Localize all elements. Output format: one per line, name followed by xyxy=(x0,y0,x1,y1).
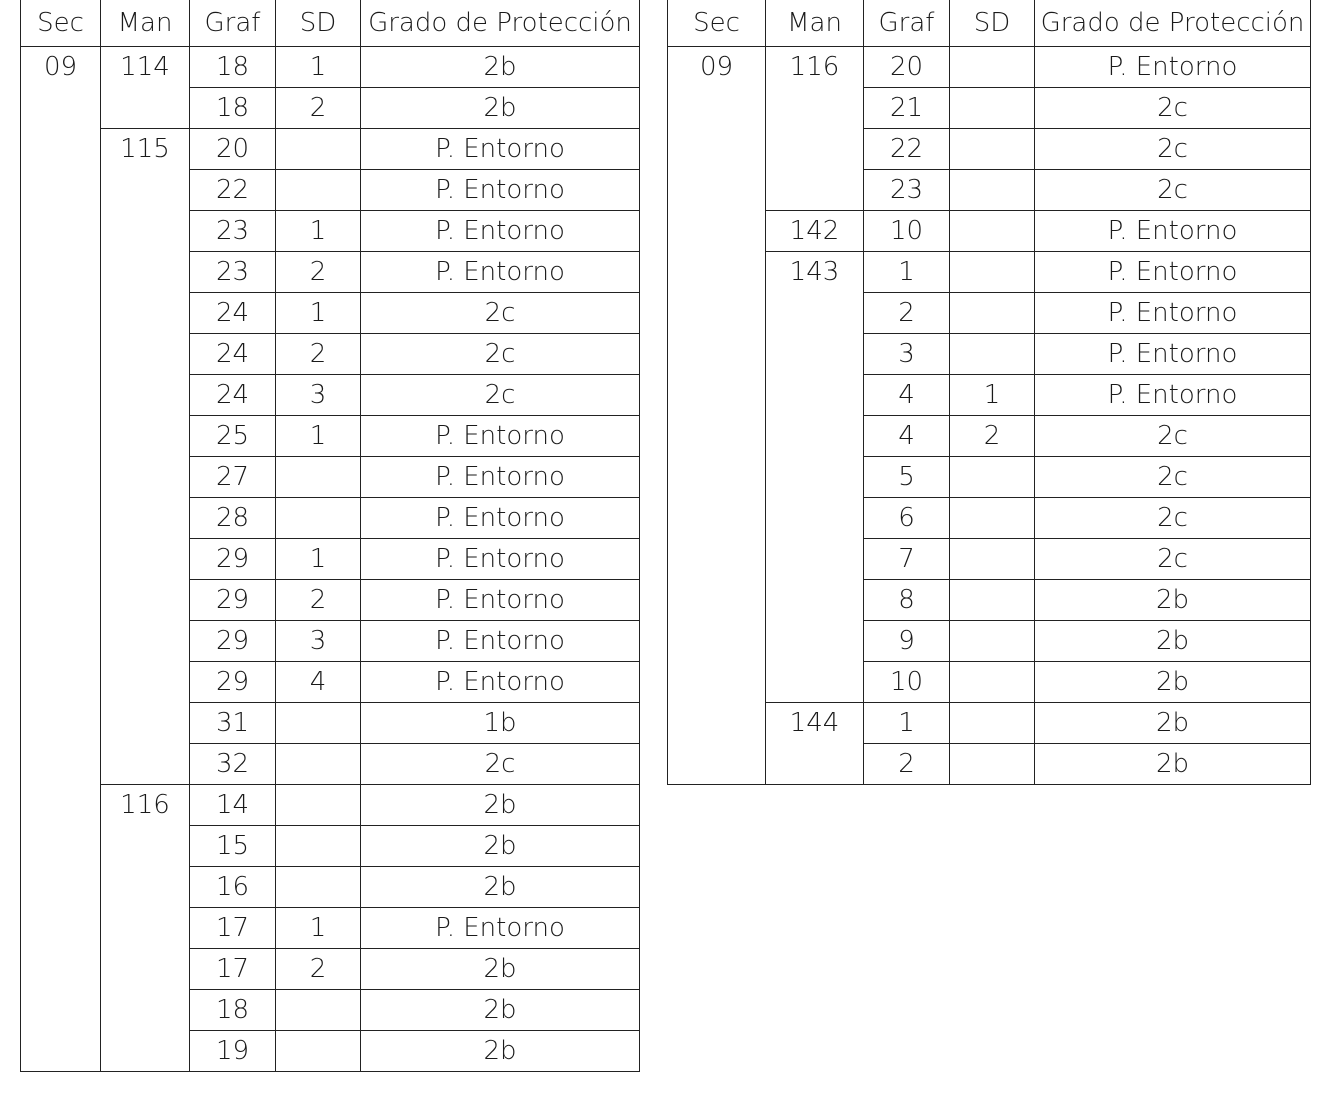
table-row xyxy=(21,949,640,990)
sd-cell: 1 xyxy=(950,375,1035,416)
graf-cell: 23 xyxy=(190,211,276,252)
sec-cell xyxy=(668,744,766,785)
sec-cell xyxy=(21,1031,101,1072)
graf-cell: 5 xyxy=(864,457,950,498)
sec-cell xyxy=(21,498,101,539)
man-cell xyxy=(766,621,864,662)
grado-cell: P. Entorno xyxy=(361,211,640,252)
table-row xyxy=(21,457,640,498)
sec-cell xyxy=(21,211,101,252)
grado-cell: 2c xyxy=(1035,129,1311,170)
graf-cell: 18 xyxy=(190,88,276,129)
graf-cell: 20 xyxy=(864,47,950,88)
sd-cell: 1 xyxy=(276,211,361,252)
man-cell xyxy=(766,457,864,498)
header-row xyxy=(668,0,1311,47)
table-row xyxy=(21,785,640,826)
grado-cell: P. Entorno xyxy=(1035,211,1311,252)
grado-cell: P. Entorno xyxy=(1035,252,1311,293)
sd-cell xyxy=(276,990,361,1031)
table-row xyxy=(21,252,640,293)
sd-cell xyxy=(950,170,1035,211)
sec-cell xyxy=(21,170,101,211)
man-cell xyxy=(101,457,190,498)
graf-cell: 17 xyxy=(190,908,276,949)
graf-cell: 32 xyxy=(190,744,276,785)
graf-cell: 20 xyxy=(190,129,276,170)
sec-cell xyxy=(668,662,766,703)
sd-cell: 4 xyxy=(276,662,361,703)
table-row xyxy=(21,703,640,744)
sd-cell: 1 xyxy=(276,539,361,580)
sec-cell xyxy=(21,375,101,416)
sec-cell xyxy=(668,539,766,580)
man-cell xyxy=(101,949,190,990)
grado-cell: 2b xyxy=(1035,703,1311,744)
man-cell xyxy=(101,539,190,580)
man-cell xyxy=(101,170,190,211)
graf-cell: 9 xyxy=(864,621,950,662)
sd-cell xyxy=(950,498,1035,539)
graf-cell: 23 xyxy=(190,252,276,293)
table-row xyxy=(668,334,1311,375)
sec-cell xyxy=(668,621,766,662)
sec-cell xyxy=(668,457,766,498)
table-row xyxy=(21,498,640,539)
grado-cell: 2c xyxy=(1035,539,1311,580)
sec-cell xyxy=(668,252,766,293)
grado-cell: 2b xyxy=(361,47,640,88)
grado-cell: 2b xyxy=(1035,744,1311,785)
graf-cell: 18 xyxy=(190,990,276,1031)
man-cell xyxy=(101,211,190,252)
table-row xyxy=(21,580,640,621)
sec-cell xyxy=(21,990,101,1031)
protection-table-right xyxy=(667,0,1311,785)
table-row xyxy=(21,129,640,170)
man-cell xyxy=(101,252,190,293)
protection-table-left xyxy=(20,0,640,1072)
sd-cell: 1 xyxy=(276,47,361,88)
man-cell xyxy=(766,293,864,334)
table-row xyxy=(668,662,1311,703)
man-cell xyxy=(101,498,190,539)
column-header-sec: Sec xyxy=(668,0,766,47)
man-cell xyxy=(766,375,864,416)
sec-cell xyxy=(21,252,101,293)
man-cell xyxy=(101,662,190,703)
sd-cell xyxy=(276,457,361,498)
sec-cell xyxy=(21,621,101,662)
table-row xyxy=(21,375,640,416)
table-row xyxy=(668,539,1311,580)
column-header-sec: Sec xyxy=(21,0,101,47)
graf-cell: 2 xyxy=(864,293,950,334)
table-row xyxy=(668,457,1311,498)
man-cell: 116 xyxy=(101,785,190,826)
grado-cell: 2b xyxy=(361,1031,640,1072)
grado-cell: 1b xyxy=(361,703,640,744)
man-cell xyxy=(101,375,190,416)
table-row xyxy=(21,621,640,662)
table-row xyxy=(21,826,640,867)
sd-cell xyxy=(950,457,1035,498)
table-row xyxy=(21,990,640,1031)
sd-cell xyxy=(950,293,1035,334)
sd-cell xyxy=(950,252,1035,293)
grado-cell: 2b xyxy=(361,785,640,826)
man-cell xyxy=(766,334,864,375)
man-cell: 142 xyxy=(766,211,864,252)
table-row xyxy=(668,129,1311,170)
grado-cell: P. Entorno xyxy=(361,252,640,293)
sec-cell xyxy=(21,580,101,621)
sec-cell xyxy=(21,867,101,908)
man-cell xyxy=(766,662,864,703)
table-row xyxy=(21,744,640,785)
man-cell xyxy=(766,416,864,457)
graf-cell: 17 xyxy=(190,949,276,990)
table-row xyxy=(668,580,1311,621)
man-cell: 114 xyxy=(101,47,190,88)
graf-cell: 14 xyxy=(190,785,276,826)
sd-cell xyxy=(276,867,361,908)
sec-cell xyxy=(21,457,101,498)
sec-cell xyxy=(668,703,766,744)
sec-cell xyxy=(21,662,101,703)
grado-cell: 2b xyxy=(361,990,640,1031)
column-header-grado: Grado de Protección xyxy=(361,0,640,47)
graf-cell: 3 xyxy=(864,334,950,375)
table-row xyxy=(668,703,1311,744)
man-cell xyxy=(101,744,190,785)
grado-cell: 2b xyxy=(361,826,640,867)
grado-cell: P. Entorno xyxy=(361,416,640,457)
graf-cell: 24 xyxy=(190,334,276,375)
man-cell xyxy=(101,621,190,662)
sd-cell xyxy=(950,580,1035,621)
table-row xyxy=(21,293,640,334)
table-row xyxy=(21,334,640,375)
graf-cell: 1 xyxy=(864,252,950,293)
sec-cell xyxy=(21,949,101,990)
sec-cell xyxy=(668,129,766,170)
graf-cell: 21 xyxy=(864,88,950,129)
grado-cell: P. Entorno xyxy=(1035,375,1311,416)
table-row xyxy=(668,416,1311,457)
grado-cell: P. Entorno xyxy=(361,580,640,621)
table-row xyxy=(21,211,640,252)
sd-cell xyxy=(950,621,1035,662)
graf-cell: 1 xyxy=(864,703,950,744)
grado-cell: 2b xyxy=(361,949,640,990)
sd-cell xyxy=(276,1031,361,1072)
sd-cell xyxy=(276,744,361,785)
grado-cell: P. Entorno xyxy=(361,662,640,703)
sec-cell xyxy=(668,170,766,211)
graf-cell: 10 xyxy=(864,662,950,703)
graf-cell: 24 xyxy=(190,293,276,334)
sec-cell xyxy=(21,293,101,334)
column-header-graf: Graf xyxy=(864,0,950,47)
table-row xyxy=(21,1031,640,1072)
table-row xyxy=(21,170,640,211)
table-row xyxy=(668,211,1311,252)
graf-cell: 15 xyxy=(190,826,276,867)
table-row xyxy=(668,744,1311,785)
graf-cell: 18 xyxy=(190,47,276,88)
sd-cell xyxy=(276,703,361,744)
grado-cell: 2c xyxy=(1035,457,1311,498)
table-row xyxy=(21,908,640,949)
sd-cell xyxy=(276,826,361,867)
table-row xyxy=(668,621,1311,662)
sd-cell: 1 xyxy=(276,293,361,334)
sd-cell xyxy=(950,744,1035,785)
sec-cell xyxy=(21,539,101,580)
man-cell xyxy=(101,1031,190,1072)
grado-cell: P. Entorno xyxy=(361,539,640,580)
man-cell xyxy=(766,539,864,580)
column-header-grado: Grado de Protección xyxy=(1035,0,1311,47)
sd-cell xyxy=(950,129,1035,170)
sec-cell: 09 xyxy=(21,47,101,88)
graf-cell: 23 xyxy=(864,170,950,211)
grado-cell: 2c xyxy=(1035,416,1311,457)
man-cell: 116 xyxy=(766,47,864,88)
sec-cell xyxy=(668,293,766,334)
graf-cell: 2 xyxy=(864,744,950,785)
grado-cell: P. Entorno xyxy=(361,457,640,498)
man-cell: 115 xyxy=(101,129,190,170)
graf-cell: 29 xyxy=(190,662,276,703)
sec-cell xyxy=(21,88,101,129)
man-cell xyxy=(766,580,864,621)
table-row xyxy=(21,867,640,908)
grado-cell: 2c xyxy=(1035,170,1311,211)
man-cell xyxy=(766,744,864,785)
man-cell xyxy=(101,826,190,867)
graf-cell: 7 xyxy=(864,539,950,580)
grado-cell: 2b xyxy=(1035,621,1311,662)
sd-cell xyxy=(276,785,361,826)
graf-cell: 24 xyxy=(190,375,276,416)
man-cell xyxy=(101,908,190,949)
header-row xyxy=(21,0,640,47)
table-row xyxy=(21,47,640,88)
sd-cell: 2 xyxy=(276,580,361,621)
man-cell xyxy=(766,129,864,170)
sec-cell xyxy=(21,826,101,867)
sd-cell: 2 xyxy=(276,88,361,129)
table-row xyxy=(668,252,1311,293)
man-cell xyxy=(766,170,864,211)
sd-cell xyxy=(950,334,1035,375)
graf-cell: 27 xyxy=(190,457,276,498)
graf-cell: 28 xyxy=(190,498,276,539)
grado-cell: P. Entorno xyxy=(1035,334,1311,375)
table-row xyxy=(21,539,640,580)
table-row xyxy=(21,416,640,457)
man-cell xyxy=(101,703,190,744)
column-header-man: Man xyxy=(766,0,864,47)
grado-cell: 2b xyxy=(361,867,640,908)
sd-cell xyxy=(950,88,1035,129)
sd-cell xyxy=(950,703,1035,744)
sec-cell xyxy=(668,498,766,539)
sd-cell xyxy=(950,662,1035,703)
graf-cell: 8 xyxy=(864,580,950,621)
graf-cell: 19 xyxy=(190,1031,276,1072)
sd-cell: 3 xyxy=(276,375,361,416)
sd-cell xyxy=(276,129,361,170)
sd-cell: 2 xyxy=(276,252,361,293)
table-row xyxy=(21,662,640,703)
graf-cell: 6 xyxy=(864,498,950,539)
grado-cell: 2b xyxy=(361,88,640,129)
grado-cell: P. Entorno xyxy=(361,621,640,662)
graf-cell: 29 xyxy=(190,621,276,662)
sec-cell xyxy=(668,580,766,621)
man-cell: 143 xyxy=(766,252,864,293)
man-cell xyxy=(101,867,190,908)
column-header-graf: Graf xyxy=(190,0,276,47)
sd-cell: 2 xyxy=(276,949,361,990)
man-cell: 144 xyxy=(766,703,864,744)
sd-cell: 2 xyxy=(950,416,1035,457)
table-row xyxy=(668,498,1311,539)
table-row xyxy=(668,170,1311,211)
sec-cell: 09 xyxy=(668,47,766,88)
column-header-sd: SD xyxy=(276,0,361,47)
man-cell xyxy=(101,88,190,129)
table-row xyxy=(668,293,1311,334)
sec-cell xyxy=(21,785,101,826)
graf-cell: 29 xyxy=(190,580,276,621)
sec-cell xyxy=(21,703,101,744)
man-cell xyxy=(766,88,864,129)
graf-cell: 29 xyxy=(190,539,276,580)
grado-cell: 2c xyxy=(361,334,640,375)
sd-cell: 1 xyxy=(276,908,361,949)
sec-cell xyxy=(21,908,101,949)
grado-cell: P. Entorno xyxy=(1035,293,1311,334)
sec-cell xyxy=(21,416,101,457)
grado-cell: 2b xyxy=(1035,662,1311,703)
man-cell xyxy=(101,580,190,621)
grado-cell: P. Entorno xyxy=(1035,47,1311,88)
graf-cell: 4 xyxy=(864,416,950,457)
sd-cell xyxy=(950,211,1035,252)
graf-cell: 25 xyxy=(190,416,276,457)
sd-cell xyxy=(276,170,361,211)
grado-cell: 2c xyxy=(361,375,640,416)
grado-cell: 2c xyxy=(1035,498,1311,539)
sd-cell xyxy=(950,47,1035,88)
graf-cell: 31 xyxy=(190,703,276,744)
grado-cell: P. Entorno xyxy=(361,908,640,949)
sd-cell: 2 xyxy=(276,334,361,375)
table-row xyxy=(668,88,1311,129)
sec-cell xyxy=(668,334,766,375)
table-row xyxy=(668,47,1311,88)
column-header-man: Man xyxy=(101,0,190,47)
sec-cell xyxy=(668,88,766,129)
man-cell xyxy=(101,416,190,457)
sd-cell: 3 xyxy=(276,621,361,662)
sec-cell xyxy=(21,744,101,785)
column-header-sd: SD xyxy=(950,0,1035,47)
grado-cell: 2c xyxy=(361,293,640,334)
graf-cell: 10 xyxy=(864,211,950,252)
grado-cell: 2b xyxy=(1035,580,1311,621)
sec-cell xyxy=(21,334,101,375)
sd-cell xyxy=(950,539,1035,580)
grado-cell: P. Entorno xyxy=(361,170,640,211)
man-cell xyxy=(101,990,190,1031)
graf-cell: 22 xyxy=(190,170,276,211)
sec-cell xyxy=(668,375,766,416)
sd-cell: 1 xyxy=(276,416,361,457)
grado-cell: 2c xyxy=(361,744,640,785)
sec-cell xyxy=(21,129,101,170)
table-row xyxy=(668,375,1311,416)
grado-cell: 2c xyxy=(1035,88,1311,129)
sec-cell xyxy=(668,416,766,457)
man-cell xyxy=(766,498,864,539)
graf-cell: 4 xyxy=(864,375,950,416)
sd-cell xyxy=(276,498,361,539)
grado-cell: P. Entorno xyxy=(361,129,640,170)
graf-cell: 16 xyxy=(190,867,276,908)
grado-cell: P. Entorno xyxy=(361,498,640,539)
man-cell xyxy=(101,334,190,375)
table-row xyxy=(21,88,640,129)
sec-cell xyxy=(668,211,766,252)
man-cell xyxy=(101,293,190,334)
graf-cell: 22 xyxy=(864,129,950,170)
